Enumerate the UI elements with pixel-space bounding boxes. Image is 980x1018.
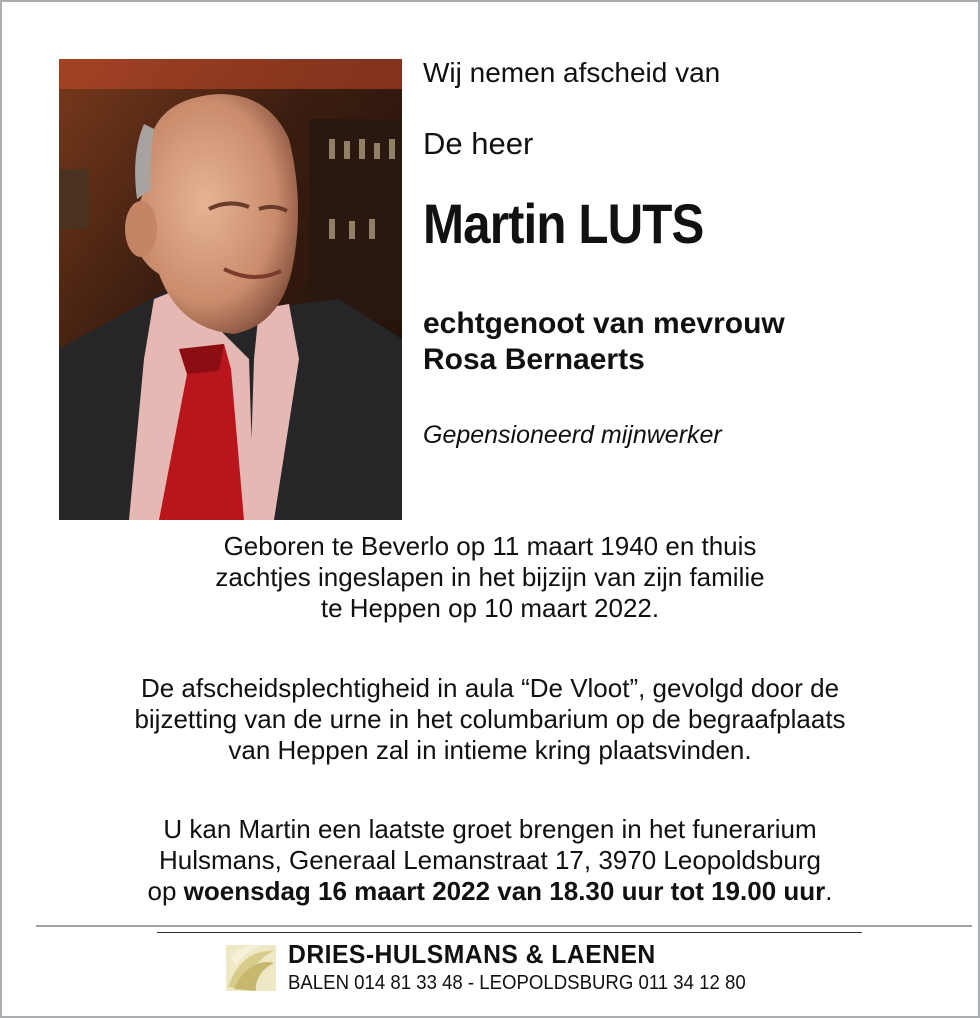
- spouse-line-2: Rosa Bernaerts: [423, 343, 645, 376]
- ceremony-line-3: van Heppen zal in intieme kring plaatsvinden.: [228, 735, 752, 765]
- ceremony-line-2: bijzetting van de urne in het columbarium op de begraafplaats: [134, 704, 846, 734]
- portrait-photo: [59, 59, 402, 520]
- divider-line: [36, 925, 972, 927]
- ceremony-paragraph: [40, 673, 940, 766]
- visitation-paragraph: [40, 814, 940, 907]
- visitation-datetime: woensdag 16 maart 2022 van 18.30 uur tot 19.00 uur: [183, 876, 826, 906]
- intro-text: Wij nemen afscheid van: [423, 57, 721, 88]
- ceremony-line-1: De afscheidsplechtigheid in aula “De Vloot”, gevolgd door de: [140, 673, 840, 703]
- stylized-wave-logo-icon: [224, 939, 278, 993]
- deceased-name: Martin LUTS: [423, 192, 704, 255]
- funeral-home-contact: BALEN 014 81 33 48 - LEOPOLDSBURG 011 34 12 80: [288, 972, 746, 994]
- spouse-block: [423, 306, 785, 378]
- visitation-line-1: U kan Martin een laatste groet brengen in het funerarium: [163, 814, 817, 844]
- spouse-line-1: echtgenoot van mevrouw: [423, 307, 785, 340]
- occupation: Gepensioneerd mijnwerker: [423, 421, 722, 449]
- birth-line-2: zachtjes ingeslapen in het bijzijn van zijn familie: [215, 562, 765, 592]
- visitation-line-3: [40, 876, 940, 907]
- visitation-prefix: op: [147, 876, 184, 906]
- birth-line-1: Geboren te Beverlo op 11 maart 1940 en thuis: [223, 531, 757, 561]
- visitation-suffix: .: [825, 876, 833, 906]
- birth-line-3: te Heppen op 10 maart 2022.: [320, 593, 660, 623]
- birth-paragraph: [40, 531, 940, 624]
- footer-divider-line: [157, 932, 862, 933]
- honorific-title: De heer: [423, 126, 534, 161]
- funeral-home-name: DRIES-HULSMANS & LAENEN: [288, 939, 656, 969]
- visitation-line-2: Hulsmans, Generaal Lemanstraat 17, 3970 Leopoldsburg: [159, 845, 821, 875]
